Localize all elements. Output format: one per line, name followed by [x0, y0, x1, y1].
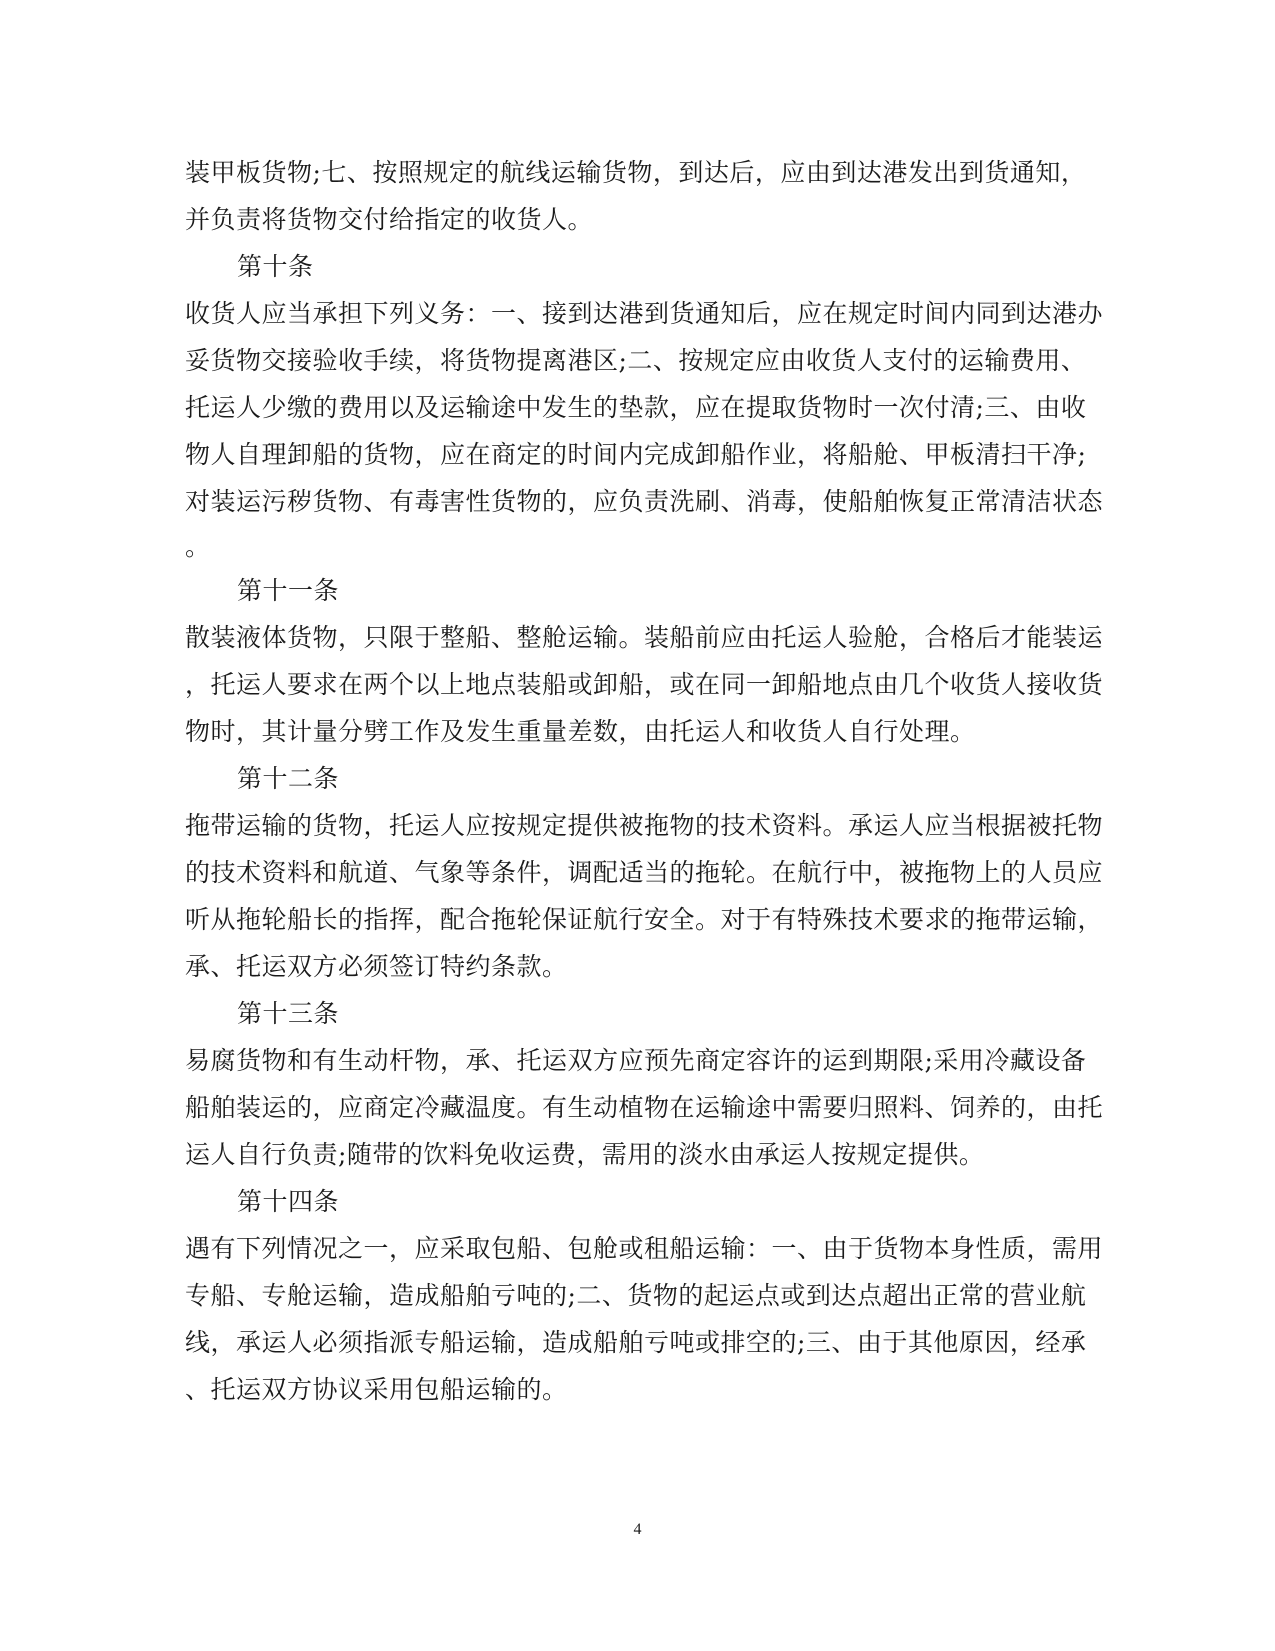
body-text-line: 拖带运输的货物，托运人应按规定提供被拖物的技术资料。承运人应当根据被托物: [185, 811, 1104, 840]
body-text-line: 散装液体货物，只限于整船、整舱运输。装船前应由托运人验舱，合格后才能装运: [185, 623, 1104, 652]
body-text-line: ，托运人要求在两个以上地点装船或卸船，或在同一卸船地点由几个收货人接收货: [185, 670, 1104, 699]
body-text-line: 并负责将货物交付给指定的收货人。: [185, 205, 594, 234]
body-text-line: 妥货物交接验收手续，将货物提离港区;二、按规定应由收货人支付的运输费用、: [185, 346, 1087, 375]
article-heading: 第十三条: [237, 999, 340, 1028]
body-text-line: 收货人应当承担下列义务：一、接到达港到货通知后，应在规定时间内同到达港办: [185, 299, 1104, 328]
body-text-line: 线，承运人必须指派专船运输，造成船舶亏吨或排空的;三、由于其他原因，经承: [185, 1328, 1087, 1357]
body-text-line: 船舶装运的，应商定冷藏温度。有生动植物在运输途中需要归照料、饲养的，由托: [185, 1093, 1104, 1122]
body-text-line: 、托运双方协议采用包船运输的。: [185, 1375, 568, 1404]
body-text-line: 。: [185, 532, 211, 561]
page-number: 4: [633, 1521, 642, 1538]
body-text-line: 物时，其计量分劈工作及发生重量差数，由托运人和收货人自行处理。: [185, 717, 976, 746]
body-text-line: 承、托运双方必须签订特约条款。: [185, 952, 568, 981]
body-text-line: 专船、专舱运输，造成船舶亏吨的;二、货物的起运点或到达点超出正常的营业航: [185, 1281, 1087, 1310]
body-text-line: 遇有下列情况之一，应采取包船、包舱或租船运输：一、由于货物本身性质，需用: [185, 1234, 1104, 1263]
body-text-line: 物人自理卸船的货物，应在商定的时间内完成卸船作业，将船舱、甲板清扫干净;: [185, 440, 1087, 469]
body-text-line: 的技术资料和航道、气象等条件，调配适当的拖轮。在航行中，被拖物上的人员应: [185, 858, 1104, 887]
body-text-line: 易腐货物和有生动杆物，承、托运双方应预先商定容许的运到期限;采用冷藏设备: [185, 1046, 1087, 1075]
body-text-line: 听从拖轮船长的指挥，配合拖轮保证航行安全。对于有特殊技术要求的拖带运输，: [185, 905, 1104, 934]
body-text-line: 运人自行负责;随带的饮料免收运费，需用的淡水由承运人按规定提供。: [185, 1140, 985, 1169]
body-text-line: 托运人少缴的费用以及运输途中发生的垫款，应在提取货物时一次付清;三、由收: [185, 393, 1087, 422]
article-heading: 第十二条: [237, 764, 340, 793]
article-heading: 第十四条: [237, 1187, 340, 1216]
body-text-line: 装甲板货物;七、按照规定的航线运输货物，到达后，应由到达港发出到货通知，: [185, 158, 1087, 187]
body-text-line: 对装运污秽货物、有毒害性货物的，应负责洗刷、消毒，使船舶恢复正常清洁状态: [185, 487, 1104, 516]
article-heading: 第十条: [237, 252, 314, 281]
article-heading: 第十一条: [237, 576, 340, 605]
